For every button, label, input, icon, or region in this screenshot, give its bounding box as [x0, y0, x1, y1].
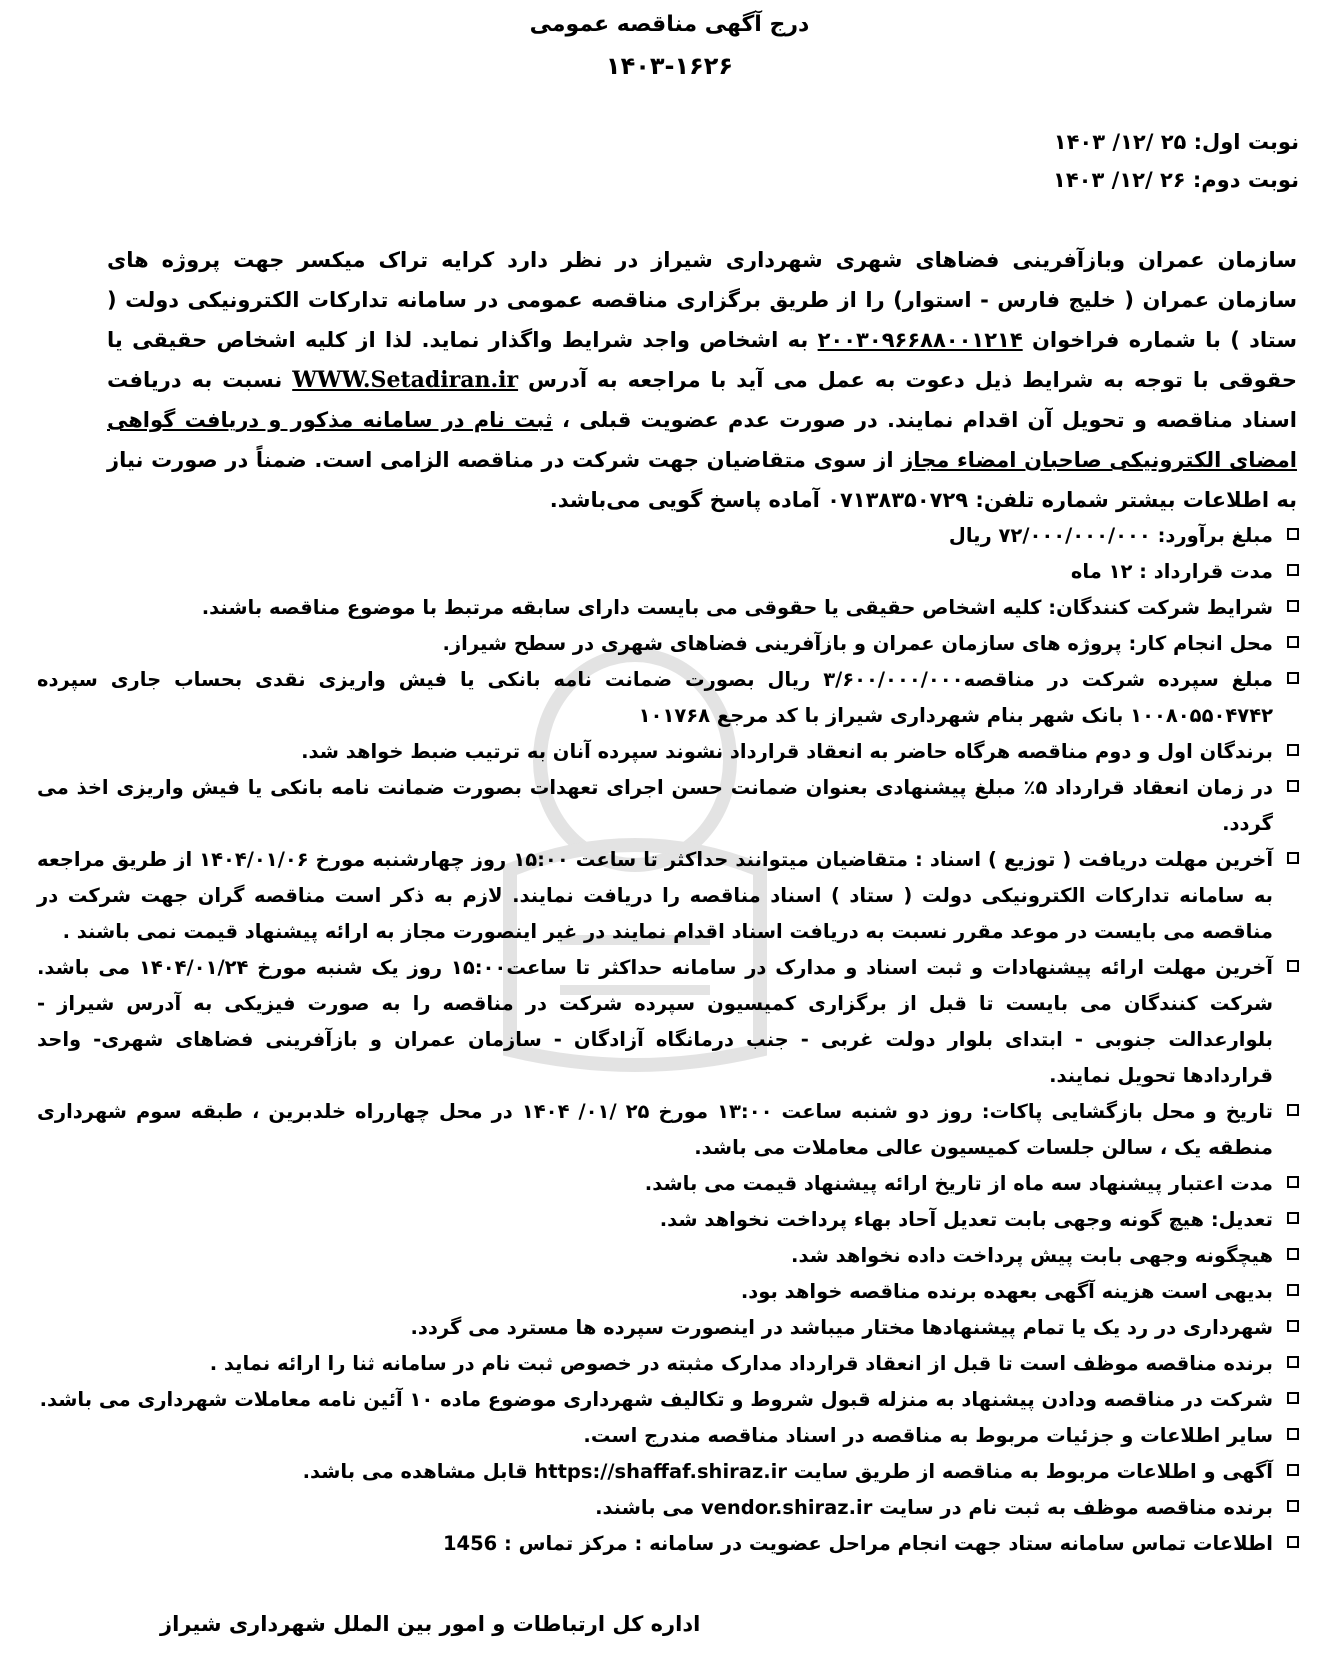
checkbox-icon [1287, 564, 1299, 576]
checkbox-icon [1287, 1212, 1299, 1224]
list-item: هیچگونه وجهی بابت پیش پرداخت داده نخواهد شد. [37, 1238, 1299, 1274]
notice-number: ۱۴۰۳-۱۶۲۶ [605, 52, 734, 80]
list-item: بدیهی است هزینه آگهی بعهده برنده مناقصه خواهد بود. [37, 1274, 1299, 1310]
signature-line: اداره کل ارتباطات و امور بین الملل شهرداری شیراز [160, 1612, 701, 1636]
intro-text-5: از سوی متقاضیان جهت شرکت در مناقصه الزامی است. ضمناً در صورت نیاز به اطلاعات بیشتر شماره تلفن: ۰۷۱۳۸۳۵۰۷۲۹ آماده پاسخ گویی می‌باشد. [107, 448, 1297, 512]
checkbox-icon [1287, 672, 1299, 684]
checkbox-icon [1287, 744, 1299, 756]
list-item: برنده مناقصه موظف است تا قبل از انعقاد قرارداد مدارک مثبته در خصوص ثبت نام در سامانه ثنا را ارائه نماید . [37, 1346, 1299, 1382]
checkbox-icon [1287, 1428, 1299, 1440]
intro-text-underlined: ثبت نام در سامانه مذکور و دریافت گواهی امضای الکترونیکی صاحبان امضاء مجاز [107, 408, 1297, 472]
list-item: مدت قرارداد : ۱۲ ماه [37, 554, 1299, 590]
second-round-date: نوبت دوم: ۲۶ /۱۲/ ۱۴۰۳ [1053, 168, 1299, 192]
checkbox-icon [1287, 780, 1299, 792]
list-item: برنده مناقصه موظف به ثبت نام در سایت vendor.shiraz.ir می باشند. [37, 1490, 1299, 1526]
list-item: شهرداری در رد یک یا تمام پیشنهادها مختار میباشد در اینصورت سپرده ها مسترد می گردد. [37, 1310, 1299, 1346]
list-item: سایر اطلاعات و جزئیات مربوط به مناقصه در اسناد مناقصه مندرج است. [37, 1418, 1299, 1454]
checkbox-icon [1287, 528, 1299, 540]
checkbox-icon [1287, 1284, 1299, 1296]
list-item: آگهی و اطلاعات مربوط به مناقصه از طریق سایت https://shaffaf.shiraz.ir قابل مشاهده می باشد. [37, 1454, 1299, 1490]
checkbox-icon [1287, 600, 1299, 612]
checkbox-icon [1287, 1500, 1299, 1512]
checkbox-icon [1287, 1104, 1299, 1116]
intro-paragraph [107, 240, 1297, 520]
list-item: شرایط شرکت کنندگان: کلیه اشخاص حقیقی یا حقوقی می بایست دارای سابقه مرتبط با موضوع مناقصه باشند. [37, 590, 1299, 626]
list-item: آخرین مهلت دریافت ( توزیع ) اسناد : متقاضیان میتوانند حداکثر تا ساعت ۱۵:۰۰ روز چهارشنبه مورخ ۱۴۰۴/۰۱/۰۶ از طریق مراجعه به سامانه تدارکات الکترونیکی دولت ( ستاد ) اسناد مناقصه را دریافت نمایند. لازم به ذکر است مناقصه گران جهت شرکت در مناقصه می بایست در موعد مقرر نسبت به دریافت اسناد اقدام نمایند در غیر اینصورت مجاز به ارائه پیشنهاد قیمت نمی باشند . [37, 842, 1299, 950]
conditions-list [37, 518, 1299, 1562]
list-item: برندگان اول و دوم مناقصه هرگاه حاضر به انعقاد قرارداد نشوند سپرده آنان به ترتیب ضبط خواهد شد. [37, 734, 1299, 770]
checkbox-icon [1287, 1176, 1299, 1188]
call-number: ۲۰۰۳۰۹۶۶۸۸۰۰۱۲۱۴ [817, 328, 1023, 352]
checkbox-icon [1287, 1464, 1299, 1476]
checkbox-icon [1287, 1320, 1299, 1332]
list-item: محل انجام کار: پروژه های سازمان عمران و بازآفرینی فضاهای شهری در سطح شیراز. [37, 626, 1299, 662]
checkbox-icon [1287, 1356, 1299, 1368]
list-item: شرکت در مناقصه ودادن پیشنهاد به منزله قبول شروط و تکالیف شهرداری موضوع ماده ۱۰ آئین نامه معاملات شهرداری می باشد. [37, 1382, 1299, 1418]
intro-text-2: به اشخاص واجد شرایط واگذار نماید. لذا از کلیه اشخاص حقیقی یا حقوقی با توجه به شرایط ذیل دعوت به عمل می آید با مراجعه به آدرس [107, 328, 1297, 392]
checkbox-icon [1287, 852, 1299, 864]
list-item: اطلاعات تماس سامانه ستاد جهت انجام مراحل عضویت در سامانه : مرکز تماس : 1456 [37, 1526, 1299, 1562]
checkbox-icon [1287, 960, 1299, 972]
checkbox-icon [1287, 1248, 1299, 1260]
list-item: آخرین مهلت ارائه پیشنهادات و ثبت اسناد و مدارک در سامانه حداکثر تا ساعت۱۵:۰۰ روز یک شنبه مورخ ۱۴۰۴/۰۱/۲۴ می باشد. شرکت کنندگان می بایست تا قبل از برگزاری کمیسیون سپرده شرکت در مناقصه را به صورت فیزیکی به آدرس شیراز - بلوارعدالت جنوبی - ابتدای بلوار دولت غربی - جنب درمانگاه آزادگان - سازمان عمران و بازآفرینی فضاهای شهری- واحد قراردادها تحویل نمایند. [37, 950, 1299, 1094]
intro-text-3: نسبت به دریافت اسناد مناقصه و تحویل آن اقدام نمایند. در صورت عدم عضویت قبلی ، [107, 368, 1298, 432]
list-item: تاریخ و محل بازگشایی پاکات: روز دو شنبه ساعت ۱۳:۰۰ مورخ ۲۵ /۰۱/ ۱۴۰۴ در محل چهارراه خلدبرین ، طبقه سوم شهرداری منطقه یک ، سالن جلسات کمیسیون عالی معاملات می باشد. [37, 1094, 1299, 1166]
notice-title: درج آگهی مناقصه عمومی [529, 12, 810, 37]
list-item: مبلغ سپرده شرکت در مناقصه۳/۶۰۰/۰۰۰/۰۰۰ ریال بصورت ضمانت نامه بانکی یا فیش واریزی نقدی بحساب جاری سپرده ۱۰۰۸۰۵۵۰۴۷۴۲ بانک شهر بنام شهرداری شیراز با کد مرجع ۱۰۱۷۶۸ [37, 662, 1299, 734]
intro-text-1: سازمان عمران وبازآفرینی فضاهای شهری شهرداری شیراز در نظر دارد کرایه تراک میکسر جهت پروژه های سازمان عمران ( خلیج فارس - استوار) را از طریق برگزاری مناقصه عمومی در سامانه تدارکات الکترونیکی دولت ( ستاد ) با شماره فراخوان [107, 248, 1298, 352]
checkbox-icon [1287, 636, 1299, 648]
list-item: مبلغ برآورد: ۷۲/۰۰۰/۰۰۰/۰۰۰ ریال [37, 518, 1299, 554]
setadiran-link[interactable]: WWW.Setadiran.ir [292, 367, 519, 393]
list-item: تعدیل: هیچ گونه وجهی بابت تعدیل آحاد بهاء پرداخت نخواهد شد. [37, 1202, 1299, 1238]
checkbox-icon [1287, 1536, 1299, 1548]
list-item: در زمان انعقاد قرارداد ۵٪ مبلغ پیشنهادی بعنوان ضمانت حسن اجرای تعهدات بصورت ضمانت نامه بانکی یا فیش واریزی اخذ می گردد. [37, 770, 1299, 842]
checkbox-icon [1287, 1392, 1299, 1404]
list-item: مدت اعتبار پیشنهاد سه ماه از تاریخ ارائه پیشنهاد قیمت می باشد. [37, 1166, 1299, 1202]
first-round-date: نوبت اول: ۲۵ /۱۲/ ۱۴۰۳ [1053, 130, 1299, 154]
